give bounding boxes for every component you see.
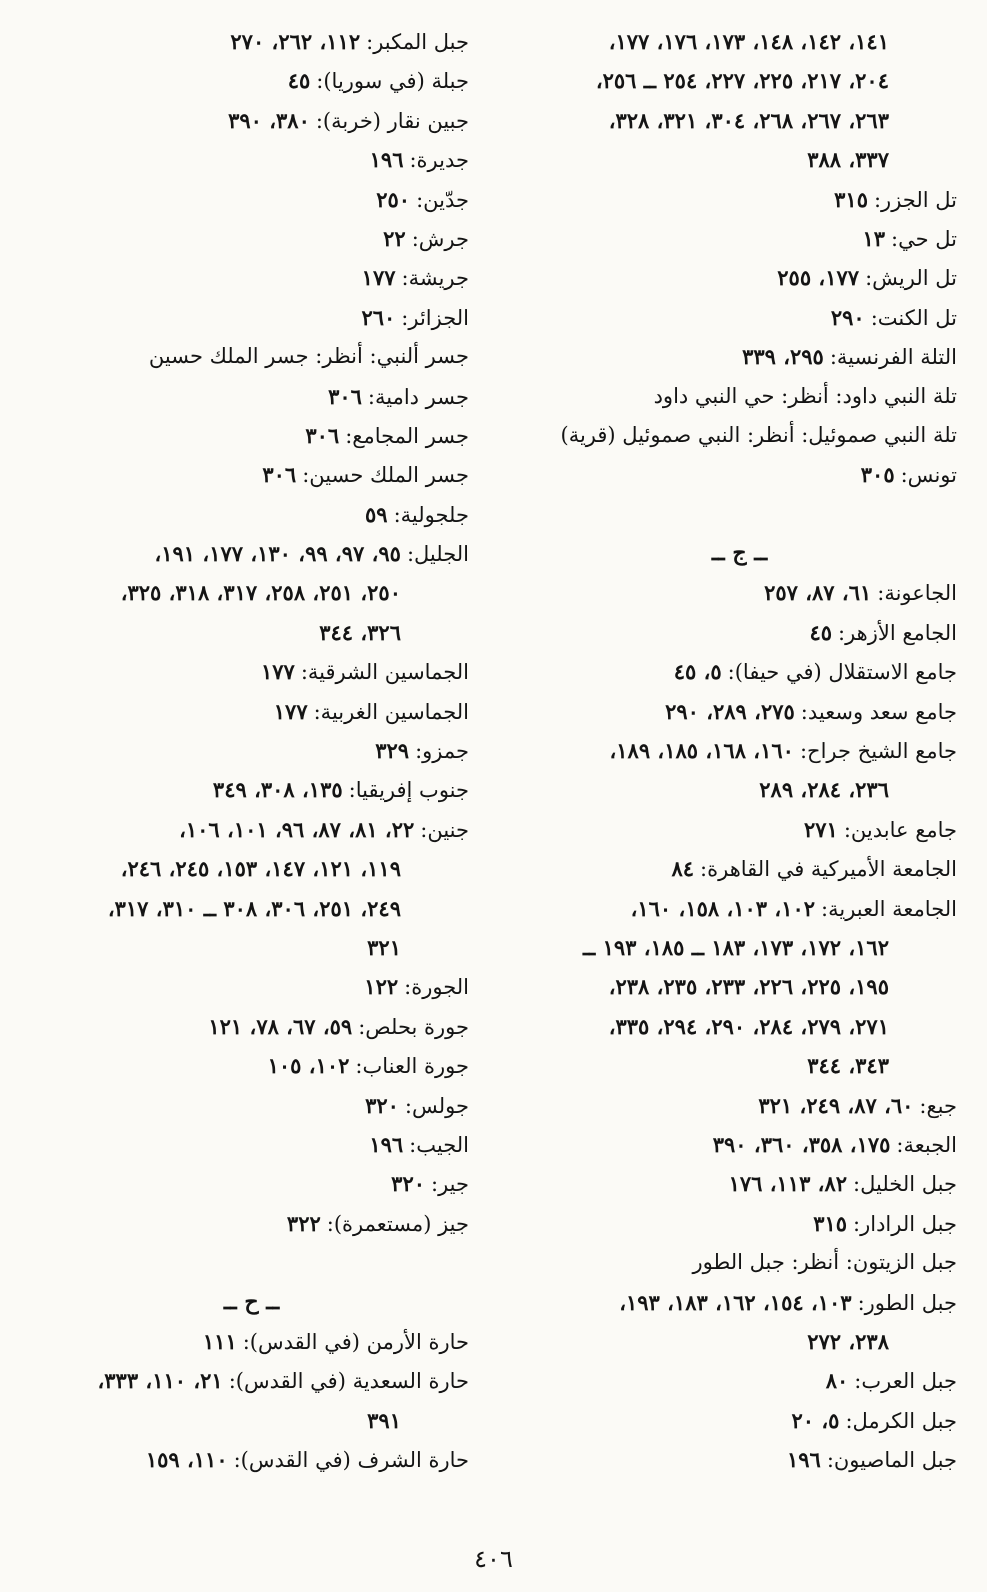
index-entry [522,1164,957,1203]
page-references: ٥٩، ٦٧، ٧٨، ١٢١ [208,1013,353,1039]
page-references: ١٧٧ [260,659,295,685]
page-references: ٢٧٥، ٢٨٩، ٢٩٠ [665,698,795,724]
page-references: ١٩٥، ٢٢٥، ٢٢٦، ٢٣٣، ٢٣٥، ٢٣٨، [608,974,889,1000]
index-term: جامع الشيخ جراح: [799,739,957,764]
page-references: ٢٥٠، ٢٥١، ٢٥٨، ٣١٧، ٣١٨، ٣٢٥، [120,580,401,606]
index-entry [522,1401,957,1440]
index-entry-continuation [34,1401,469,1440]
index-entry [34,1204,469,1243]
index-term: جبلة (في سوريا): [316,69,469,94]
index-entry-continuation [522,22,957,61]
index-entry-continuation [34,573,469,612]
index-entry [522,298,957,337]
page-references: ١١٩، ١٢١، ١٤٧، ١٥٣، ٢٤٥، ٢٤٦، [120,856,401,882]
page-references: ٢٩٥، ٣٣٩ [742,344,824,370]
page-references: ١٧٧، ٢٥٥ [777,265,860,291]
page-number: ٤٠٦ [474,1545,513,1573]
index-entry [34,534,469,573]
index-entry-continuation [522,770,957,809]
spacer-line [522,495,957,534]
index-entry [522,652,957,691]
page-references: ٣٠٦ [328,383,362,409]
index-term: الجامعة الأميركية في القاهرة: [700,857,957,882]
index-term: الجزائر: [401,305,469,330]
index-entry [34,731,469,770]
page-references: ٢٣٦، ٢٨٤، ٢٨٩ [759,777,889,803]
index-entry [34,22,469,61]
index-term: جورة العناب: [355,1054,469,1079]
index-term: الجماسين الشرقية: [300,660,469,685]
index-term: حارة الأرمن (في القدس): [242,1329,469,1354]
index-term: الجيب: [409,1132,469,1157]
page-references: ٣٨٠، ٣٩٠ [228,107,310,133]
index-entry [522,219,957,258]
index-entry [522,810,957,849]
index-entry [34,337,469,376]
index-entry [34,1361,469,1400]
index-term: جبل العرب: [854,1369,957,1394]
page-references: ١٦٠، ١٦٨، ١٨٥، ١٨٩، [609,738,794,764]
page-references: ٣٠٦ [305,422,340,448]
index-term: حارة السعدية (في القدس): [228,1369,469,1394]
index-entry-continuation [522,1046,957,1085]
page-references: ٦٠، ٨٧، ٢٤٩، ٣٢١ [758,1092,914,1118]
index-entry [34,180,469,219]
index-term: جسر المجامع: [345,423,469,448]
page-references: ٣٩١ [367,1407,401,1433]
page-references: ٨٠ [825,1368,849,1394]
page-references: ٣٣٧، ٣٨٨ [807,147,889,173]
page-references: ٣٤٣، ٣٤٤ [807,1053,889,1079]
index-entry [522,258,957,297]
index-term: جامع عابدين: [843,817,957,842]
page-references: ٣٠٦ [262,462,297,488]
index-entry [34,1125,469,1164]
index-entry [34,140,469,179]
index-entry [34,1440,469,1479]
page-references: ١٩٦ [369,147,404,173]
index-term: جبل الخليل: [853,1172,957,1197]
index-term: جسر ألنبي: أنظر: جسر الملك حسين [148,344,469,369]
index-entry [522,337,957,376]
page-references: ٤٥ [809,619,833,645]
index-column-right [522,22,957,1479]
page-references: ١٠٢، ١٠٣، ١٥٨، ١٦٠، [630,895,816,921]
index-term: تل الكنت: [870,305,957,330]
index-entry [522,692,957,731]
index-entry-continuation [522,1322,957,1361]
index-entry [522,1361,957,1400]
page-references: ١١١ [202,1328,237,1354]
page-references: ٥، ٤٥ [673,659,722,685]
index-entry-continuation [522,61,957,100]
index-term: تل الجزر: [873,187,957,212]
page-references: ٣٢٦، ٣٤٤ [319,619,401,645]
index-entry [522,1283,957,1322]
index-entry [34,1322,469,1361]
page-references: ١٩٦ [369,1131,404,1157]
index-term: جمزو: [415,739,469,764]
index-term: الجبعة: [896,1132,957,1157]
page-references: ٢٦٠ [361,304,396,330]
index-term: تل الريش: [865,266,957,291]
page-references: ٢٧١، ٢٧٩، ٢٨٤، ٢٩٠، ٢٩٤، ٣٣٥، [608,1013,889,1039]
index-entry [522,889,957,928]
page-references: ١٣٥، ٣٠٨، ٣٤٩ [212,777,343,803]
spacer-line [34,1243,469,1282]
page-references: ٢٦٣، ٢٦٧، ٢٦٨، ٣٠٤، ٣٢١، ٣٢٨، [608,107,889,133]
page-references: ١١٢، ٢٦٢، ٢٧٠ [230,29,361,54]
page-references: ٣٢٢ [286,1210,321,1236]
page-references: ١٠٢، ١٠٥ [267,1053,350,1079]
index-term: حارة الشرف (في القدس): [233,1448,469,1473]
page-references: ٩٥، ٩٧، ٩٩، ١٣٠، ١٧٧، ١٩١، [154,541,401,567]
index-term: جيز (مستعمرة): [326,1211,469,1236]
index-entry-continuation [522,1007,957,1046]
index-term: جنين: [420,817,469,842]
index-entry [34,258,469,297]
index-term: الجامع الأزهر: [838,620,957,645]
page-references: ٢٢، ٨١، ٨٧، ٩٦، ١٠١، ١٠٦، [179,816,415,842]
index-entry [522,731,957,770]
index-term: الجورة: [404,975,469,1000]
index-term: تلة النبي داود: أنظر: حي النبي داود [653,383,957,408]
index-term: الجليل: [406,542,469,567]
index-entry-continuation [34,889,469,928]
index-entry [34,455,469,494]
index-term: جامع الاستقلال (في حيفا): [727,660,957,685]
index-entry [522,377,957,416]
page-references: ١٧٧ [361,265,396,291]
index-entry [522,613,957,652]
page-references: ٢٤٩، ٢٥١، ٣٠٦، ٣٠٨ ــ ٣١٠، ٣١٧، [107,895,401,921]
index-entry-continuation [522,140,957,179]
index-entry [522,455,957,494]
index-term: جبل الكرمل: [845,1408,957,1433]
index-entry [34,1007,469,1046]
index-term: جرش: [411,226,469,251]
index-term: التلة الفرنسية: [829,345,957,370]
index-term: تونس: [900,463,957,488]
page-references: ٥٩ [365,501,388,527]
page-references: ٨٢، ١١٣، ١٧٦ [728,1171,848,1197]
index-entry [34,770,469,809]
index-term: جبل المكبر: [366,30,469,54]
index-entry [522,1204,957,1243]
index-term: جبل الماصيون: [826,1448,957,1473]
page-references: ٢٠٤، ٢١٧، ٢٢٥، ٢٢٧، ٢٥٤ ــ ٢٥٦، [595,68,889,94]
index-entry-continuation [34,928,469,967]
index-term: جلجولية: [393,502,469,527]
letter-section-heading: ــ ج ــ [711,540,768,567]
index-entry-continuation [522,967,957,1006]
index-term: جبل الرادار: [853,1211,957,1236]
page-references: ١٦٢، ١٧٢، ١٧٣، ١٨٣ ــ ١٨٥، ١٩٣ ــ [583,934,889,960]
index-entry [34,377,469,416]
page-references: ٢٩٠ [830,304,865,330]
page-references: ١٧٥، ٣٥٨، ٣٦٠، ٣٩٠ [712,1131,891,1157]
page-references: ١٢٢ [364,974,399,1000]
page-references: ٣١٥ [834,186,868,212]
index-term: جدّين: [416,187,469,212]
index-entry-continuation [34,849,469,888]
page-references: ١٩٦ [786,1447,821,1473]
index-entry [34,1164,469,1203]
index-entry [522,416,957,455]
index-term: جديرة: [409,148,469,173]
page-references: ١٣ [862,225,886,251]
index-entry [34,61,469,100]
index-term: جامع سعد وسعيد: [800,699,957,724]
index-term: جورة بحلص: [358,1014,469,1039]
index-entry [34,416,469,455]
index-entry [34,1046,469,1085]
index-entry [522,1243,957,1282]
page-references: ٦١، ٨٧، ٢٥٧ [764,580,872,606]
index-term: جبل الزيتون: أنظر: جبل الطور [692,1250,957,1275]
page-references: ٨٤ [671,856,695,882]
index-entry [522,1125,957,1164]
page-references: ٤٥ [287,68,311,94]
index-term: جبل الطور: [857,1290,957,1315]
index-entry [522,180,957,219]
index-term: جسر دامية: [367,384,469,409]
index-entry [522,849,957,888]
page-references: ٣٢١ [367,934,401,960]
page-references: ١١٠، ١٥٩ [145,1447,228,1473]
page-references: ٣٠٥ [860,462,895,488]
index-term: جولس: [404,1093,469,1118]
page-references: ٣٢٠ [391,1171,426,1197]
page-references: ٥، ٢٠ [791,1407,840,1433]
index-column-left [34,22,469,1479]
page-references: ٢٣٨، ٢٧٢ [807,1328,889,1354]
index-entry-continuation [522,928,957,967]
letter-section-heading: ــ ح ــ [223,1288,280,1315]
index-entry [34,101,469,140]
index-term: جبع: [919,1093,957,1118]
page-references: ٢٧١ [803,816,838,842]
page-references: ١٠٣، ١٥٤، ١٦٢، ١٨٣، ١٩٣، [619,1289,852,1315]
index-entry [34,1086,469,1125]
index-term: الجامعة العبرية: [821,896,957,921]
index-entry [34,810,469,849]
index-term: جريشة: [401,266,469,291]
index-term: تل حي: [891,226,957,251]
index-term: الجاعونة: [877,581,957,606]
page-references: ٢١، ١١٠، ٣٣٣، [97,1368,223,1394]
page-references: ٣١٥ [813,1210,848,1236]
index-entry [522,1440,957,1479]
index-term: جير: [431,1172,469,1197]
index-term: الجماسين الغربية: [313,699,469,724]
index-entry [522,573,957,612]
index-entry [34,692,469,731]
index-entry-continuation [34,613,469,652]
index-entry [34,495,469,534]
index-term: جبين نقار (خربة): [315,108,469,133]
page-references: ٢٥٠ [376,186,411,212]
index-entry-continuation [522,101,957,140]
page-references: ١٤١، ١٤٢، ١٤٨، ١٧٣، ١٧٦، ١٧٧، [608,29,889,54]
index-entry [34,652,469,691]
index-entry [34,967,469,1006]
page-references: ٣٢٩ [375,738,410,764]
index-term: جنوب إفريقيا: [348,778,469,803]
page-references: ٢٢ [383,225,406,251]
index-term: تلة النبي صموئيل: أنظر: النبي صموئيل (قرية) [560,422,957,447]
index-entry [34,219,469,258]
index-term: جسر الملك حسين: [302,463,469,488]
index-entry [522,1086,957,1125]
page-references: ١٧٧ [273,698,308,724]
index-entry [34,298,469,337]
page-references: ٣٢٠ [365,1092,399,1118]
